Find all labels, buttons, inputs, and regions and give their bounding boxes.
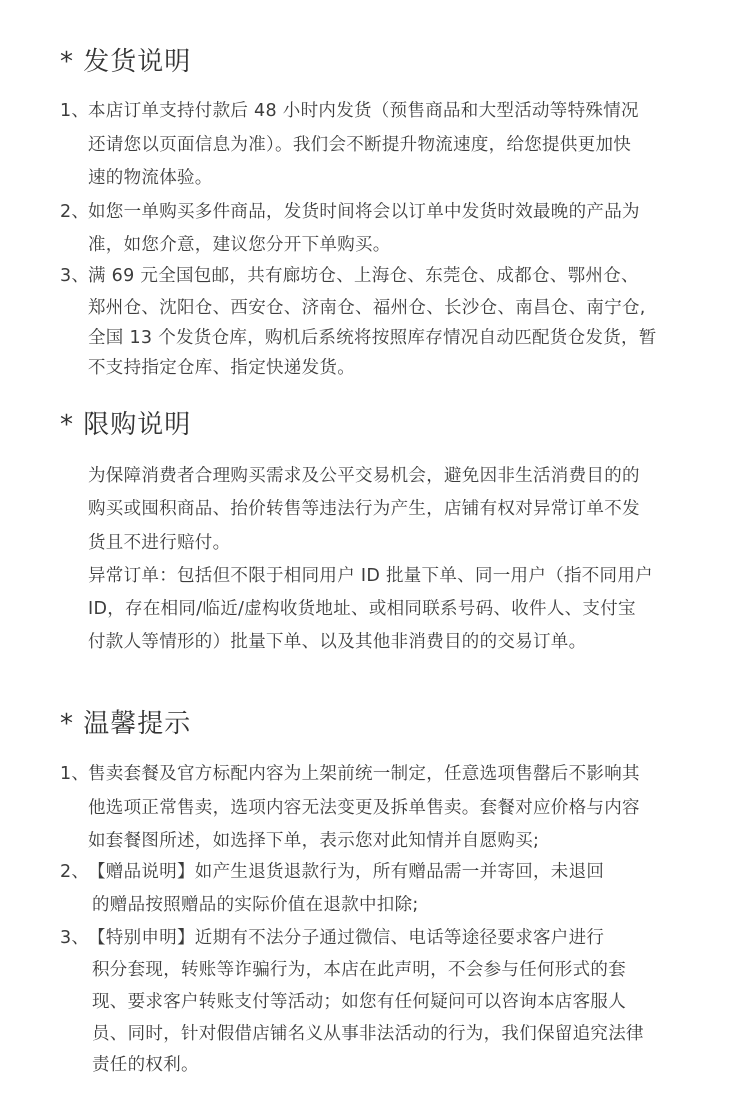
tips-item-3-line-5: 责任的权利。	[92, 1055, 199, 1075]
tips-item-3-line-2: 积分套现，转账等诈骗行为，本店在此声明，不会参与任何形式的套	[92, 960, 626, 980]
tips-title: * 温馨提示	[60, 709, 192, 739]
shipping-title: * 发货说明	[60, 47, 192, 77]
tips-item-3-line-1: 【特别申明】近期有不法分子通过微信、电话等途径要求客户进行	[88, 928, 605, 948]
shipping-item-2-number: 2、	[60, 202, 90, 222]
tips-item-1-line-2: 他选项正常售卖，选项内容无法变更及拆单售卖。套餐对应价格与内容	[88, 798, 640, 818]
shipping-item-3-line-3: 全国 13 个发货仓库，购机后系统将按照库存情况自动匹配货仓发货，暂	[88, 328, 657, 348]
shipping-item-3-line-2: 郑州仓、沈阳仓、西安仓、济南仓、福州仓、长沙仓、南昌仓、南宁仓,	[88, 298, 646, 318]
shipping-item-3-line-4: 不支持指定仓库、指定快递发货。	[88, 358, 355, 378]
purchase-limit-line-1: 为保障消费者合理购买需求及公平交易机会，避免因非生活消费目的的	[88, 466, 640, 486]
tips-item-3-line-4: 员、同时，针对假借店铺名义从事非法活动的行为，我们保留追究法律	[92, 1024, 644, 1044]
tips-item-2-line-1: 【赠品说明】如产生退货退款行为，所有赠品需一并寄回，未退回	[88, 862, 605, 882]
tips-item-1-line-1: 售卖套餐及官方标配内容为上架前统一制定，任意选项售罄后不影响其	[88, 764, 640, 784]
purchase-limit-line-5: ID，存在相同/临近/虚构收货地址、或相同联系号码、收件人、支付宝	[88, 599, 636, 619]
shipping-item-3-line-1: 满 69 元全国包邮，共有廊坊仓、上海仓、东莞仓、成都仓、鄂州仓、	[88, 266, 639, 286]
shipping-item-1-number: 1、	[60, 101, 90, 121]
tips-item-2-number: 2、	[60, 862, 90, 882]
shipping-item-1-line-1: 本店订单支持付款后 48 小时内发货（预售商品和大型活动等特殊情况	[88, 101, 639, 121]
shipping-item-2-line-2: 准，如您介意，建议您分开下单购买。	[88, 235, 391, 255]
purchase-limit-line-3: 货且不进行赔付。	[88, 533, 231, 553]
shipping-item-3-number: 3、	[60, 266, 90, 286]
tips-item-3-number: 3、	[60, 928, 90, 948]
purchase-limit-title: * 限购说明	[60, 410, 192, 440]
tips-item-2-line-2: 的赠品按照赠品的实际价值在退款中扣除;	[92, 895, 419, 915]
tips-item-3-line-3: 现、要求客户转账支付等活动；如您有任何疑问可以咨询本店客服人	[92, 992, 626, 1012]
tips-item-1-number: 1、	[60, 764, 90, 784]
shipping-item-2-line-1: 如您一单购买多件商品，发货时间将会以订单中发货时效最晚的产品为	[88, 202, 640, 222]
purchase-limit-line-6: 付款人等情形的）批量下单、以及其他非消费目的的交易订单。	[88, 632, 587, 652]
tips-item-1-line-3: 如套餐图所述，如选择下单，表示您对此知情并自愿购买;	[88, 831, 540, 851]
shipping-item-1-line-2: 还请您以页面信息为准）。我们会不断提升物流速度，给您提供更加快	[88, 135, 632, 155]
purchase-limit-line-4: 异常订单：包括但不限于相同用户 ID 批量下单、同一用户（指不同用户	[88, 566, 653, 586]
shipping-item-1-line-3: 速的物流体验。	[88, 168, 213, 188]
purchase-limit-line-2: 购买或囤积商品、抬价转售等违法行为产生，店铺有权对异常订单不发	[88, 499, 640, 519]
